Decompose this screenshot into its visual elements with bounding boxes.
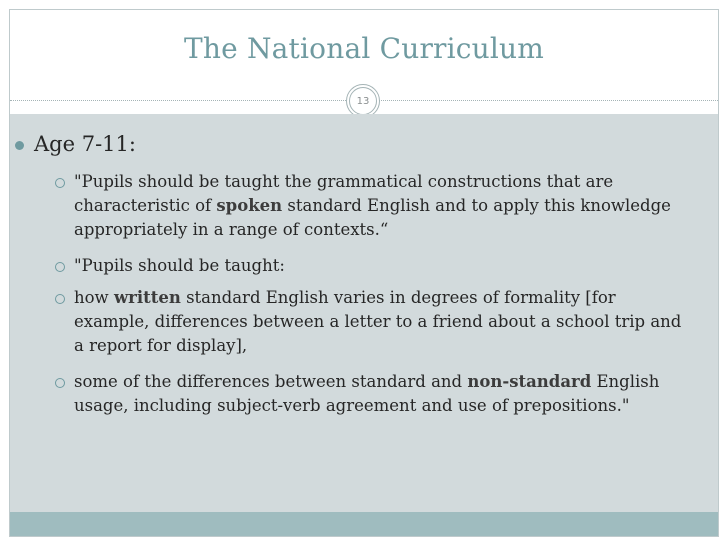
list-item-text: standard English varies in degrees of formality [for example, differences between a letter to a friend about a school trip and a report for display], xyxy=(74,288,682,355)
emphasis-text: non-standard xyxy=(467,372,592,391)
ring-bullet-icon xyxy=(55,294,65,304)
list-item-text: some of the differences between standard and xyxy=(74,372,468,391)
footer-bar xyxy=(10,512,718,536)
slide-title: The National Curriculum xyxy=(183,32,545,65)
ring-bullet-icon xyxy=(55,178,65,188)
ring-bullet-icon xyxy=(55,378,65,388)
list-item-text: "Pupils should be taught: xyxy=(74,256,285,275)
emphasis-text: spoken xyxy=(216,196,283,215)
list-item xyxy=(74,286,694,358)
filled-bullet-icon xyxy=(15,141,24,150)
list-item xyxy=(74,170,694,242)
list-item-text: how xyxy=(74,288,114,307)
page-number: 13 xyxy=(349,87,377,115)
list-item xyxy=(74,370,694,418)
list-item-text: "Pupils should be taught the grammatical constructions that are characteristic of xyxy=(74,172,614,215)
content-heading: Age 7-11: xyxy=(34,132,136,156)
emphasis-text: written xyxy=(113,288,181,307)
ring-bullet-icon xyxy=(55,262,65,272)
list-item-text: English usage, including subject-verb agreement and use of prepositions." xyxy=(74,372,660,415)
list-item-text: standard English and to apply this knowledge appropriately in a range of contexts.“ xyxy=(74,196,671,239)
list-item xyxy=(74,254,694,278)
page-number-badge xyxy=(346,84,380,118)
